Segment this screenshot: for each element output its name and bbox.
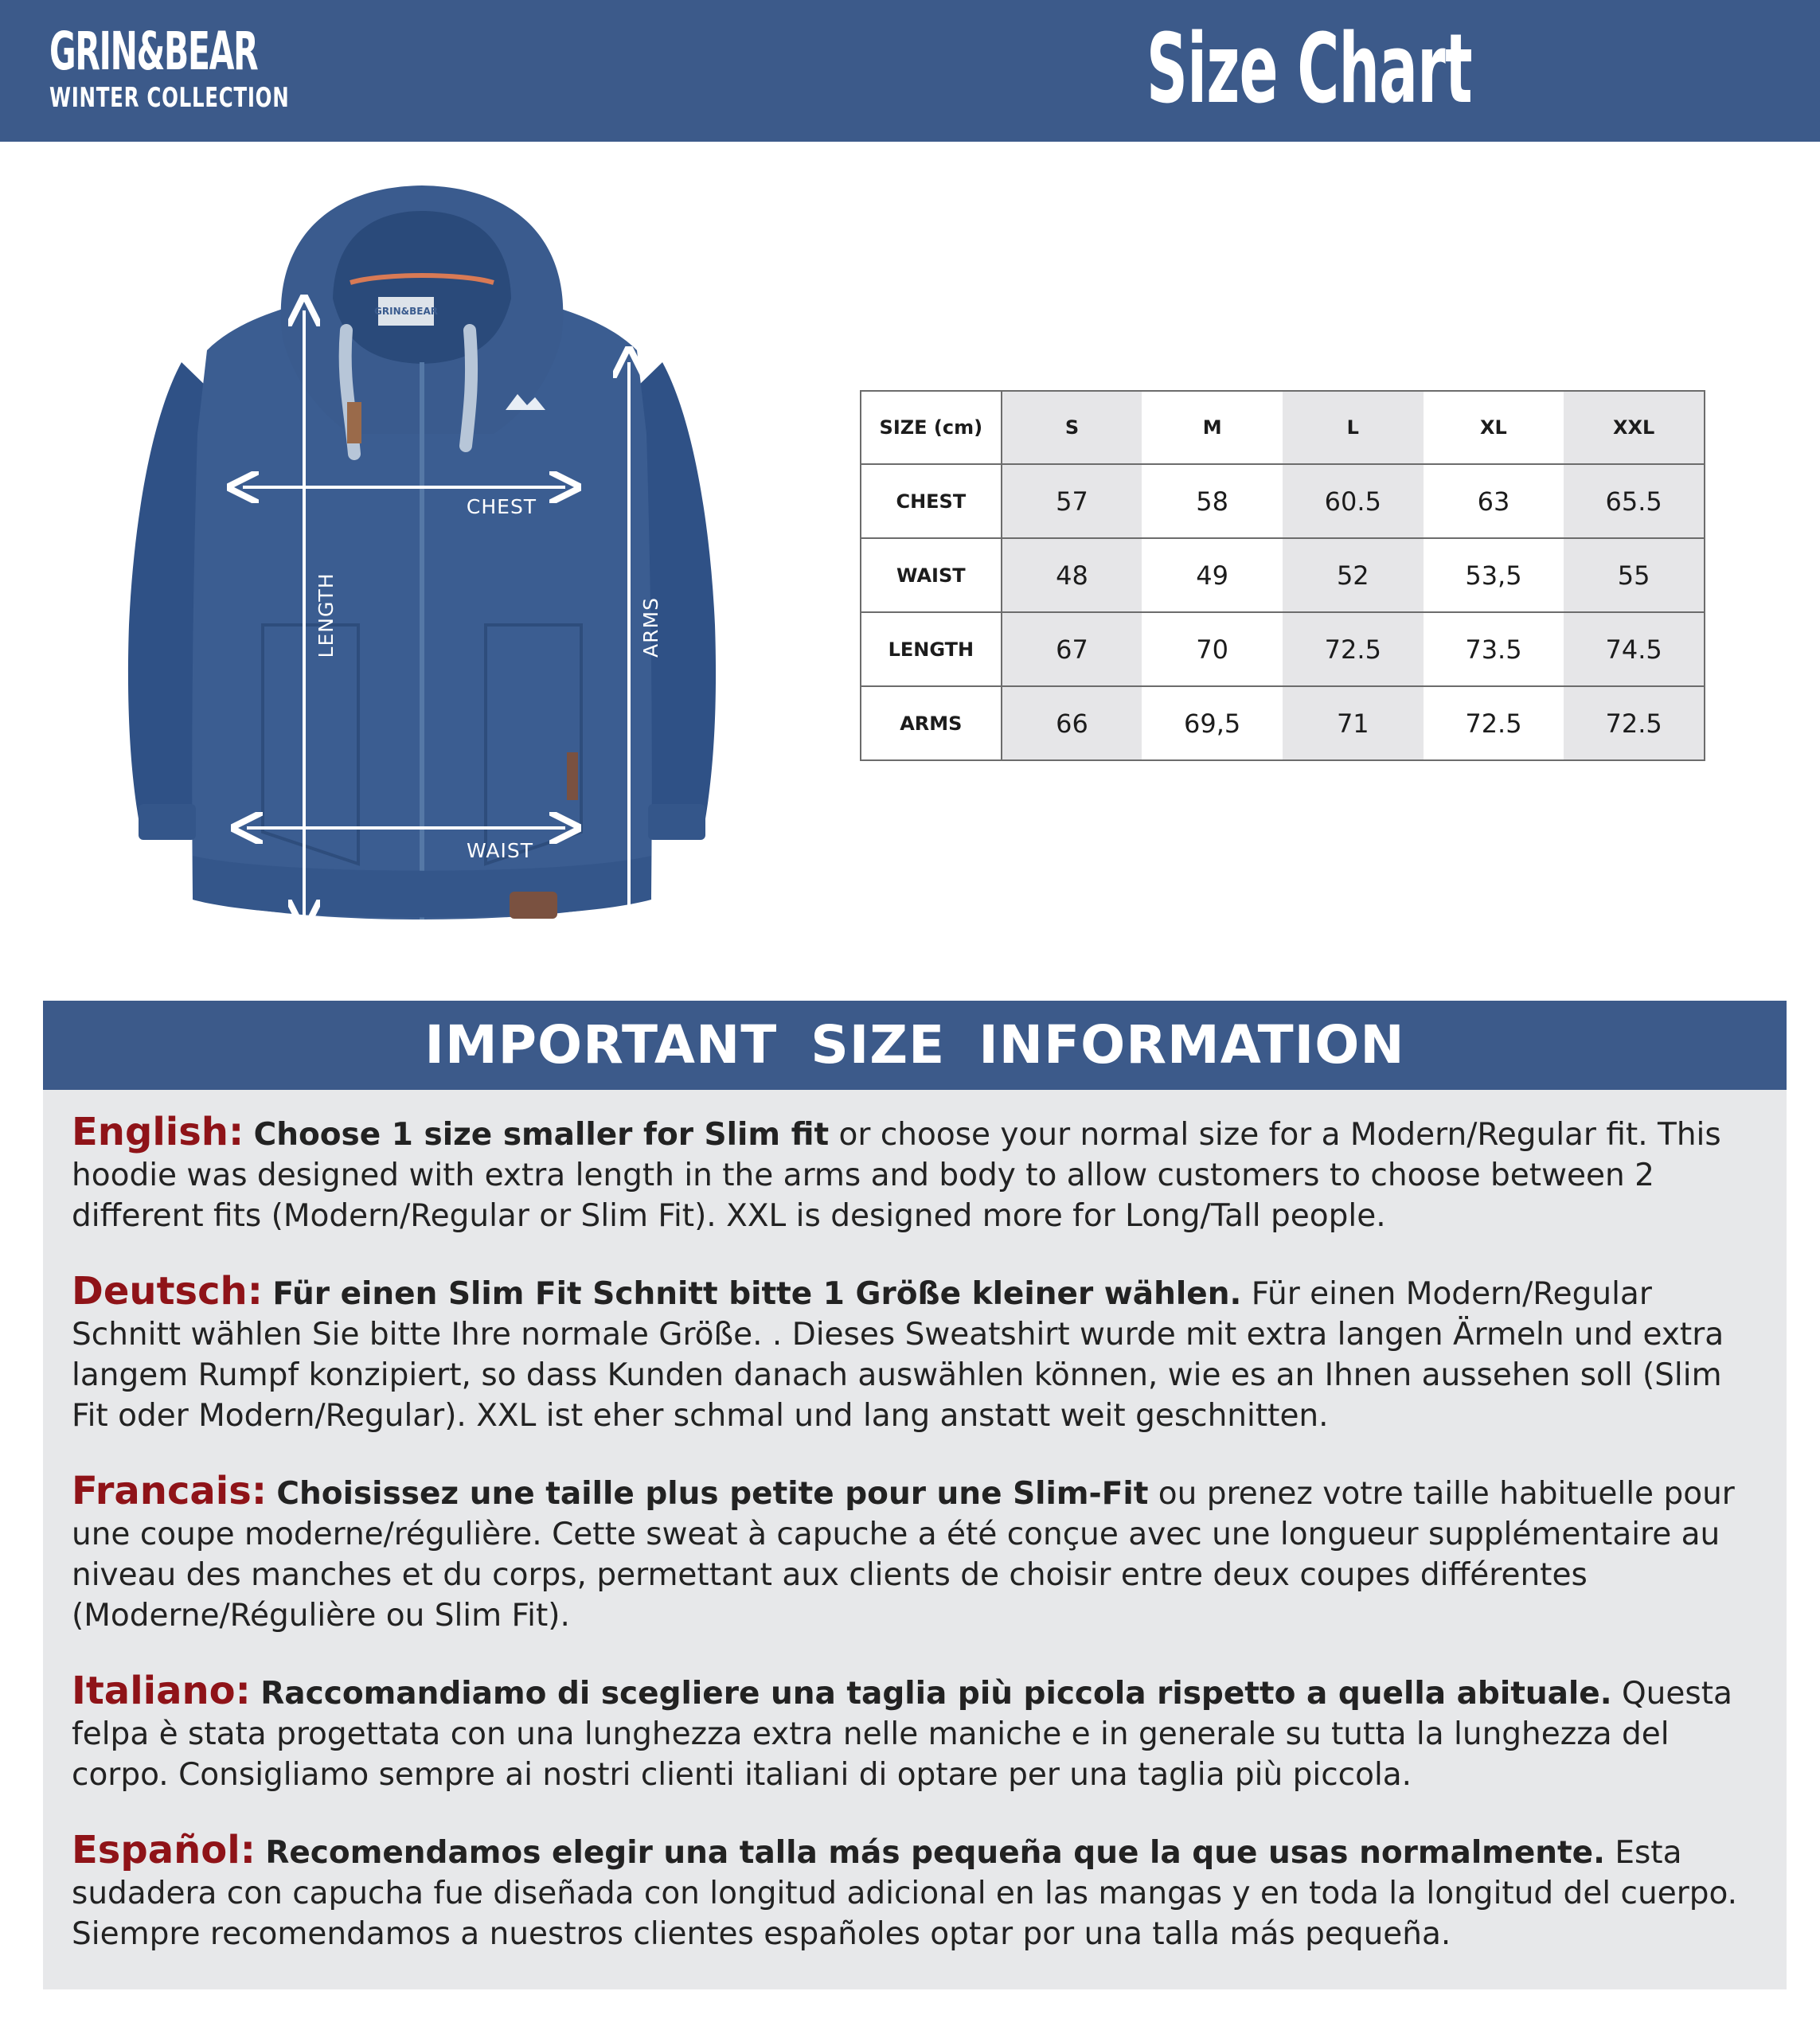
table-cell: 66 [1002,686,1142,760]
hood-inner [333,211,511,364]
arms-label: ARMS [639,597,662,658]
table-cell: 63 [1424,464,1564,538]
size-header-m: M [1142,391,1283,464]
info-block-deutsch [72,1271,1758,1436]
length-label: LENGTH [314,572,338,658]
table-row [861,612,1705,686]
info-block-espanol [72,1830,1758,1954]
info-block-francais [72,1471,1758,1636]
size-header-xxl: XXL [1564,391,1705,464]
table-cell: 65.5 [1564,464,1705,538]
table-cell: 52 [1283,538,1424,612]
table-cell: 67 [1002,612,1142,686]
table-cell: 72.5 [1564,686,1705,760]
size-header-xl: XL [1424,391,1564,464]
row-label-arms: ARMS [861,686,1002,760]
info-block-italiano [72,1671,1758,1795]
size-header-row [861,391,1705,464]
row-label-waist: WAIST [861,538,1002,612]
table-row [861,538,1705,612]
neck-tag-text: GRIN&BEAR [374,306,438,317]
info-bold-text: Recomendamos elegir una talla más pequeña que la que usas normalmente. [265,1835,1605,1871]
table-cell: 70 [1142,612,1283,686]
lang-label: Francais: [72,1469,268,1513]
info-text: ou prenez votre taille habituelle pour une coupe moderne/régulière. Cette sweat à capuche a été conçue avec une longueur supplémentaire au niveau des manches et du corps, permettant aux clients de choisir entre deux coupes différentes (Moderne/Régulière ou Slim Fit). [72,1476,1735,1634]
table-cell: 69,5 [1142,686,1283,760]
row-label-chest: CHEST [861,464,1002,538]
waist-label: WAIST [467,839,533,862]
info-block-english [72,1112,1758,1236]
brand-logo [49,21,385,114]
hoodie-drawing [119,179,724,943]
info-text: or choose your normal size for a Modern/Regular fit. This hoodie was designed with extra length in the arms and body to allow customers to choose between 2 different fits (Modern/Regular or Slim Fit). XXL is designed more for Long/Tall people. [72,1117,1721,1234]
size-corner-label: SIZE (cm) [861,391,1002,464]
table-cell: 49 [1142,538,1283,612]
info-text: Esta sudadera con capucha fue diseñada con longitud adicional en las mangas y en toda la longitud del cuerpo. Siempre recomendamos a nuestros clientes españoles optar por una talla más pequeña. [72,1835,1738,1952]
lang-label: English: [72,1110,244,1154]
table-row [861,686,1705,760]
info-bold-text: Choisissez une taille plus petite pour une Slim-Fit [276,1476,1149,1512]
table-cell: 48 [1002,538,1142,612]
table-cell: 60.5 [1283,464,1424,538]
header-bar [0,0,1820,142]
size-table [860,390,1705,761]
table-cell: 53,5 [1424,538,1564,612]
info-bold-text: Für einen Slim Fit Schnitt bitte 1 Größe kleiner wählen. [272,1276,1242,1312]
leather-patch [510,892,557,919]
chest-label: CHEST [466,495,537,518]
lang-label: Español: [72,1828,256,1872]
info-bold-text: Raccomandiamo di scegliere una taglia più piccola rispetto a quella abituale. [260,1676,1612,1712]
table-cell: 74.5 [1564,612,1705,686]
table-cell: 73.5 [1424,612,1564,686]
info-text: Questa felpa è stata progettata con una lunghezza extra nelle maniche e in generale su tutta la lunghezza del corpo. Consigliamo sempre ai nostri clienti italiani di optare per una taglia più piccola. [72,1676,1732,1793]
lang-label: Deutsch: [72,1269,263,1314]
table-cell: 71 [1283,686,1424,760]
table-row [861,464,1705,538]
size-header-s: S [1002,391,1142,464]
table-cell: 72.5 [1283,612,1424,686]
row-label-length: LENGTH [861,612,1002,686]
brand-subtitle: WINTER COLLECTION [49,82,290,114]
lang-label: Italiano: [72,1669,251,1713]
info-section-title: IMPORTANT SIZE INFORMATION [43,1001,1787,1090]
table-cell: 55 [1564,538,1705,612]
info-text: Für einen Modern/Regular Schnitt wählen Sie bitte Ihre normale Größe. . Dieses Sweatshirt wurde mit extra langen Ärmeln und extra langem Rumpf konzipiert, so dass Kunden danach auswählen können, wie es an Ihnen aussehen soll (Slim Fit oder Modern/Regular). XXL ist eher schmal und lang anstatt weit geschnitten. [72,1276,1724,1434]
size-header-l: L [1283,391,1424,464]
info-bold-text: Choose 1 size smaller for Slim fit [253,1117,830,1153]
table-cell: 58 [1142,464,1283,538]
hoodie-illustration [119,179,724,943]
table-cell: 72.5 [1424,686,1564,760]
info-section-body [43,1090,1787,1989]
table-cell: 57 [1002,464,1142,538]
page-title: Size Chart [1146,14,1472,125]
brand-name: GRIN&BEAR [49,21,258,82]
